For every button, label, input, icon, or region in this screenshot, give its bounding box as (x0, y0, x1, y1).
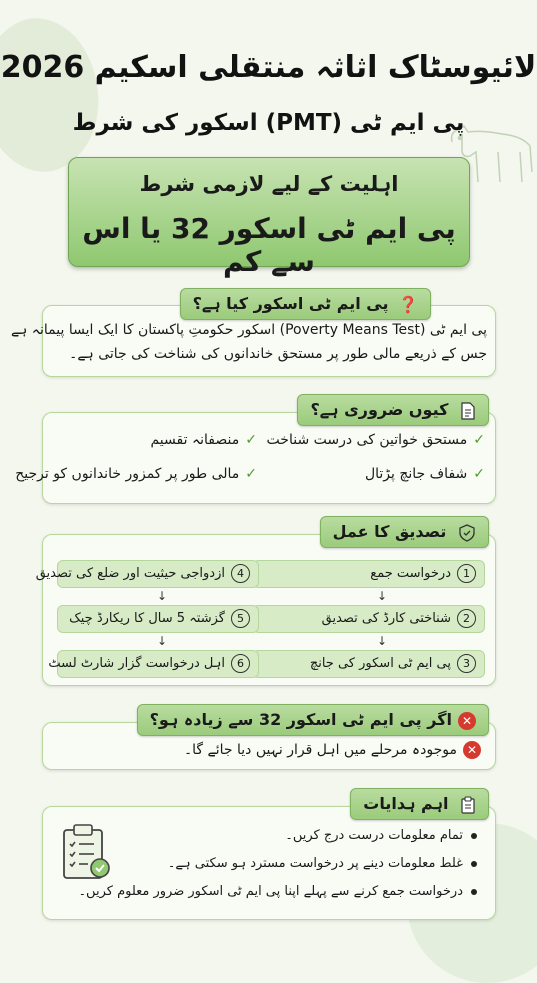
why-title: کیوں ضروری ہے؟ (297, 394, 489, 426)
x-circle-icon: ✕ (463, 741, 481, 759)
check-icon: ✓ (473, 466, 485, 482)
check-icon: ✓ (245, 432, 257, 448)
shield-check-icon (458, 524, 476, 542)
what-text-line1: پی ایم ٹی (Poverty Means Test) اسکور حکومتِ پاکستان کا ایک ایسا پیمانہ ہے (10, 322, 487, 338)
tip-item: درخواست جمع کرنے سے پہلے اپنا پی ایم ٹی اسکور ضرور معلوم کریں۔ (78, 884, 477, 899)
over-title: ✕اگر پی ایم ٹی اسکور 32 سے زیادہ ہو؟ (137, 704, 489, 736)
process-step: 6اہل درخواست گزار شارٹ لسٹ (57, 650, 259, 678)
page-title: لائیوسٹاک اثاثہ منتقلی اسکیم 2026 (0, 50, 537, 85)
process-title: تصدیق کا عمل (320, 516, 489, 548)
tip-item: غلط معلومات دینے پر درخواست مسترد ہو سکتی ہے۔ (168, 856, 477, 871)
arrow-icon: ↓ (376, 634, 387, 648)
check-icon: ✓ (245, 466, 257, 482)
document-icon (460, 402, 476, 420)
why-item: ✓شفاف جانچ پڑتال (364, 466, 485, 482)
process-step: 3پی ایم ٹی اسکور کی جانچ (252, 650, 485, 678)
what-text-line2: جس کے ذریعے مالی طور پر مستحق خاندانوں کی شناخت کی جاتی ہے۔ (69, 346, 487, 362)
check-icon: ✓ (473, 432, 485, 448)
question-icon: ❓ (398, 294, 418, 314)
why-item: ✓منصفانہ تقسیم (150, 432, 257, 448)
arrow-icon: ↓ (156, 589, 167, 603)
why-item: ✓مالی طور پر کمزور خاندانوں کو ترجیح (15, 466, 257, 482)
eligibility-banner (68, 157, 470, 278)
x-circle-icon: ✕ (458, 712, 476, 730)
arrow-icon: ↓ (376, 589, 387, 603)
clipboard-icon (60, 822, 112, 882)
tips-title: اہم ہدایات (350, 788, 489, 820)
process-step: 1درخواست جمع (252, 560, 485, 588)
over-text: ✕موجودہ مرحلے میں اہل قرار نہیں دیا جائے گا۔ (184, 741, 481, 759)
banner-condition: پی ایم ٹی اسکور 32 یا اس سے کم (82, 212, 456, 278)
process-step: 4ازدواجی حیثیت اور ضلع کی تصدیق (57, 560, 259, 588)
clipboard-icon (460, 796, 476, 814)
why-item: ✓مستحق خواتین کی درست شناخت (266, 432, 485, 448)
banner-heading: اہلیت کے لیے لازمی شرط (139, 172, 399, 196)
process-step: 2شناختی کارڈ کی تصدیق (252, 605, 485, 633)
what-title: ❓ پی ایم ٹی اسکور کیا ہے؟ (180, 288, 431, 320)
page-subtitle: پی ایم ٹی (PMT) اسکور کی شرط (72, 110, 465, 136)
arrow-icon: ↓ (156, 634, 167, 648)
tip-item: تمام معلومات درست درج کریں۔ (285, 828, 477, 843)
process-step: 5گزشتہ 5 سال کا ریکارڈ چیک (57, 605, 259, 633)
